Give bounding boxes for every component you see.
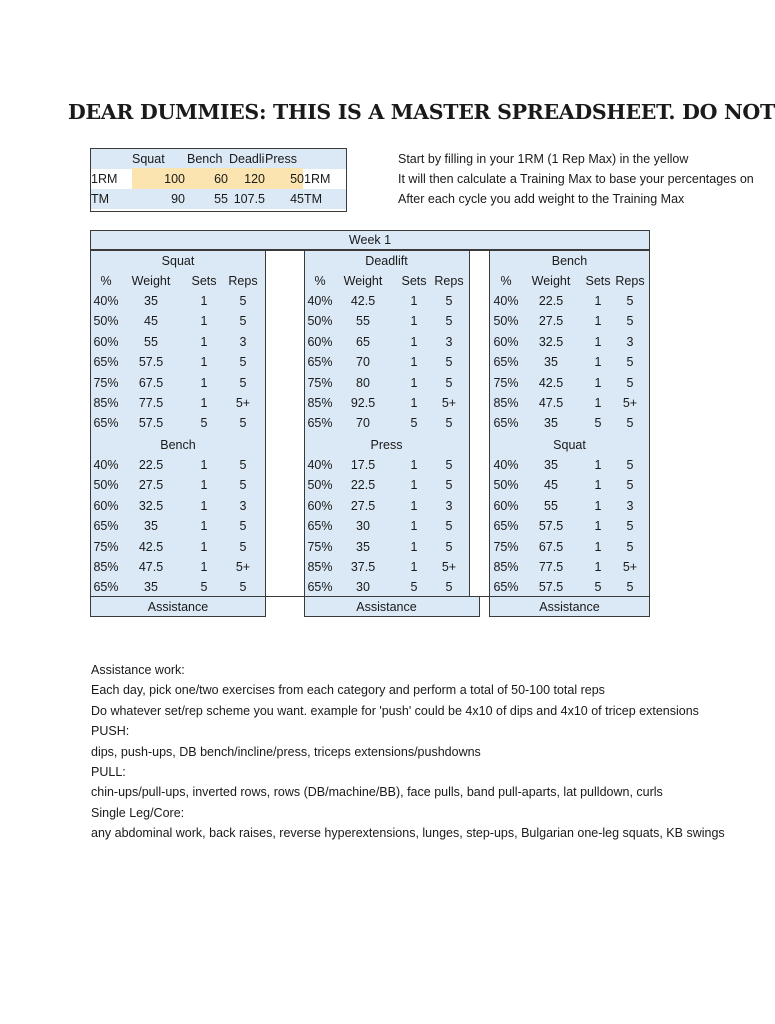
table-cell-sets: 1 <box>594 458 602 472</box>
table-cell-sets: 5 <box>410 416 418 431</box>
notes-line: Do whatever set/rep scheme you want. example for 'push' could be 4x10 of dips and 4x10 of tricep extensions <box>91 703 699 718</box>
table-cell-sets: 1 <box>200 539 208 554</box>
table-cell-pct: 60% <box>493 498 519 513</box>
table-cell-reps: 3 <box>445 334 453 349</box>
notes-line: any abdominal work, back raises, reverse hyperextensions, lunges, step-ups, Bulgarian one-leg squats, KB swings <box>91 826 725 841</box>
rm-row-label: 1RM <box>91 172 118 186</box>
table-cell-sets: 1 <box>200 478 208 493</box>
table-cell-sets: 1 <box>594 519 602 534</box>
table-cell-reps: 5 <box>239 519 247 534</box>
table-cell-weight: 22.5 <box>350 478 376 493</box>
table-cell-sets: 1 <box>410 334 418 349</box>
table-cell-weight: 27.5 <box>138 478 164 493</box>
table-cell-reps: 5 <box>445 539 453 554</box>
column-header-reps: Reps <box>434 274 464 288</box>
table-cell-weight: 70 <box>356 416 370 431</box>
table-cell-pct: 65% <box>307 580 333 595</box>
table-cell-sets: 1 <box>410 314 418 329</box>
table-cell-weight: 35 <box>544 416 558 431</box>
assistance-notes <box>91 660 725 844</box>
notes-category-pull: PULL: <box>91 764 126 779</box>
table-cell-reps: 5 <box>626 539 634 554</box>
table-cell-reps: 5 <box>445 478 453 493</box>
column-header-pct: % <box>314 274 326 288</box>
table-cell-weight: 47.5 <box>538 396 564 410</box>
tm-row-label: TM <box>91 192 110 206</box>
lift-title: Deadlift <box>365 254 408 268</box>
notes-heading: Assistance work: <box>91 663 185 677</box>
table-cell-sets: 1 <box>200 519 208 534</box>
table-cell-weight: 32.5 <box>538 334 564 349</box>
rm-deadlift-value[interactable]: 120 <box>244 172 265 186</box>
table-cell-weight: 55 <box>356 314 370 329</box>
notes-line: Each day, pick one/two exercises from each category and perform a total of 50-100 total reps <box>91 683 605 698</box>
table-cell-pct: 50% <box>307 478 333 493</box>
table-cell-sets: 1 <box>594 375 602 390</box>
table-cell-sets: 5 <box>200 416 208 431</box>
table-cell-pct: 65% <box>307 355 333 370</box>
table-cell-pct: 65% <box>93 580 119 595</box>
column-header-pct: % <box>100 274 112 288</box>
table-cell-pct: 65% <box>307 519 333 534</box>
table-cell-sets: 5 <box>410 580 418 595</box>
rm-press-value[interactable]: 50 <box>290 172 304 186</box>
table-cell-pct: 75% <box>307 539 333 554</box>
column-header-weight: Weight <box>531 274 571 288</box>
table-cell-weight: 32.5 <box>138 498 164 513</box>
table-cell-weight: 30 <box>356 519 370 534</box>
assistance-label: Assistance <box>356 600 417 614</box>
table-cell-pct: 85% <box>307 560 333 574</box>
column-gap <box>469 250 490 597</box>
table-cell-sets: 1 <box>200 314 208 329</box>
table-cell-reps: 5 <box>626 519 634 534</box>
table-cell-reps: 5 <box>626 314 634 329</box>
table-cell-reps: 5+ <box>622 560 638 574</box>
table-cell-pct: 85% <box>493 560 519 574</box>
table-cell-sets: 1 <box>410 458 418 472</box>
table-cell-reps: 5 <box>239 314 247 329</box>
assistance-label: Assistance <box>539 600 600 614</box>
table-cell-pct: 60% <box>93 334 119 349</box>
notes-category-core: Single Leg/Core: <box>91 805 185 820</box>
table-cell-reps: 5 <box>445 294 453 308</box>
table-cell-pct: 50% <box>307 314 333 329</box>
table-cell-sets: 5 <box>594 580 602 595</box>
table-cell-weight: 47.5 <box>138 560 164 574</box>
table-cell-pct: 85% <box>93 560 119 574</box>
table-cell-weight: 17.5 <box>350 458 376 472</box>
table-cell-sets: 1 <box>200 355 208 370</box>
tm-row-right-label: TM <box>304 192 323 206</box>
table-cell-pct: 75% <box>307 375 333 390</box>
column-header-weight: Weight <box>343 274 383 288</box>
table-cell-weight: 92.5 <box>350 396 376 410</box>
table-cell-weight: 80 <box>356 375 370 390</box>
table-cell-pct: 75% <box>493 375 519 390</box>
table-cell-reps: 5 <box>626 416 634 431</box>
table-cell-pct: 65% <box>493 519 519 534</box>
instructions <box>398 149 754 211</box>
table-cell-weight: 55 <box>144 334 158 349</box>
notes-category-push: PUSH: <box>91 724 130 739</box>
rm-header-press: Press <box>265 152 297 166</box>
table-cell-reps: 5 <box>239 478 247 493</box>
column-header-reps: Reps <box>228 274 258 288</box>
week-title: Week 1 <box>348 233 392 247</box>
table-cell-sets: 1 <box>200 375 208 390</box>
table-cell-weight: 57.5 <box>538 519 564 534</box>
table-cell-sets: 1 <box>200 458 208 472</box>
table-cell-reps: 3 <box>239 498 247 513</box>
table-cell-pct: 85% <box>493 396 519 410</box>
table-cell-reps: 5 <box>445 458 453 472</box>
table-cell-reps: 5 <box>626 580 634 595</box>
column-header-sets: Sets <box>191 274 217 288</box>
table-cell-pct: 75% <box>93 539 119 554</box>
table-cell-weight: 35 <box>144 519 158 534</box>
table-cell-reps: 5+ <box>441 396 457 410</box>
table-cell-pct: 60% <box>307 334 333 349</box>
table-cell-weight: 22.5 <box>538 294 564 308</box>
table-cell-reps: 3 <box>239 334 247 349</box>
table-cell-reps: 5 <box>239 458 247 472</box>
rm-header-squat: Squat <box>132 152 165 166</box>
table-cell-reps: 5 <box>445 416 453 431</box>
table-cell-pct: 50% <box>493 478 519 493</box>
table-cell-sets: 1 <box>410 498 418 513</box>
table-cell-reps: 5 <box>626 375 634 390</box>
table-cell-sets: 1 <box>594 355 602 370</box>
table-cell-weight: 57.5 <box>138 355 164 370</box>
table-cell-pct: 40% <box>307 458 333 472</box>
table-cell-sets: 5 <box>594 416 602 431</box>
table-cell-reps: 5 <box>239 375 247 390</box>
table-cell-reps: 5 <box>626 294 634 308</box>
table-cell-reps: 5 <box>445 375 453 390</box>
tm-squat-value: 90 <box>171 192 185 206</box>
table-cell-sets: 1 <box>594 478 602 493</box>
page-title: DEAR DUMMIES: THIS IS A MASTER SPREADSHEET. DO NOT <box>68 100 775 124</box>
table-cell-sets: 1 <box>410 519 418 534</box>
table-cell-reps: 5+ <box>235 560 251 574</box>
table-cell-weight: 27.5 <box>350 498 376 513</box>
table-cell-pct: 60% <box>93 498 119 513</box>
instruction-line: After each cycle you add weight to the Training Max <box>398 192 685 206</box>
table-cell-reps: 5 <box>239 416 247 431</box>
table-cell-reps: 5 <box>445 355 453 370</box>
table-cell-weight: 35 <box>544 355 558 370</box>
table-cell-weight: 65 <box>356 334 370 349</box>
table-cell-sets: 1 <box>594 334 602 349</box>
table-cell-pct: 65% <box>307 416 333 431</box>
table-cell-pct: 65% <box>93 416 119 431</box>
table-cell-pct: 60% <box>307 498 333 513</box>
rm-header-deadlift: Deadli <box>229 152 265 166</box>
lift-title: Bench <box>551 254 588 268</box>
table-cell-pct: 85% <box>93 396 119 410</box>
lift-title: Squat <box>161 254 195 268</box>
table-cell-reps: 3 <box>445 498 453 513</box>
table-cell-weight: 70 <box>356 355 370 370</box>
table-cell-reps: 5 <box>239 580 247 595</box>
table-cell-weight: 57.5 <box>538 580 564 595</box>
notes-line: chin-ups/pull-ups, inverted rows, rows (DB/machine/BB), face pulls, band pull-aparts, lat pulldown, curls <box>91 785 663 800</box>
table-cell-weight: 67.5 <box>138 375 164 390</box>
table-cell-sets: 1 <box>410 355 418 370</box>
column-header-pct: % <box>500 274 512 288</box>
table-cell-sets: 1 <box>410 478 418 493</box>
table-cell-reps: 5 <box>239 294 247 308</box>
table-cell-sets: 1 <box>410 560 418 574</box>
table-cell-weight: 67.5 <box>538 539 564 554</box>
table-cell-weight: 35 <box>144 294 158 308</box>
instruction-line: It will then calculate a Training Max to base your percentages on <box>398 172 754 186</box>
table-cell-pct: 65% <box>493 355 519 370</box>
table-cell-weight: 55 <box>544 498 558 513</box>
table-cell-reps: 5 <box>626 458 634 472</box>
table-cell-reps: 5+ <box>441 560 457 574</box>
column-header-sets: Sets <box>585 274 611 288</box>
table-cell-sets: 1 <box>594 560 602 574</box>
table-cell-pct: 40% <box>493 294 519 308</box>
rm-bench-value[interactable]: 60 <box>214 172 228 186</box>
table-cell-pct: 50% <box>93 478 119 493</box>
table-cell-sets: 1 <box>200 498 208 513</box>
table-cell-pct: 40% <box>93 458 119 472</box>
table-cell-sets: 1 <box>200 396 208 410</box>
rm-row-right-label: 1RM <box>304 172 331 186</box>
table-cell-weight: 22.5 <box>138 458 164 472</box>
table-cell-weight: 30 <box>356 580 370 595</box>
table-cell-sets: 1 <box>594 396 602 410</box>
column-header-weight: Weight <box>131 274 171 288</box>
tm-press-value: 45 <box>290 192 304 206</box>
table-cell-pct: 75% <box>93 375 119 390</box>
table-cell-weight: 35 <box>144 580 158 595</box>
table-cell-reps: 5 <box>239 539 247 554</box>
table-cell-reps: 3 <box>626 498 634 513</box>
table-cell-sets: 1 <box>410 396 418 410</box>
table-cell-sets: 1 <box>410 375 418 390</box>
table-cell-reps: 5 <box>626 355 634 370</box>
table-cell-sets: 1 <box>594 314 602 329</box>
table-cell-sets: 1 <box>594 539 602 554</box>
notes-line: dips, push-ups, DB bench/incline/press, triceps extensions/pushdowns <box>91 744 481 759</box>
table-cell-weight: 77.5 <box>138 396 164 410</box>
column-header-reps: Reps <box>615 274 645 288</box>
table-cell-pct: 65% <box>493 416 519 431</box>
table-cell-pct: 75% <box>493 539 519 554</box>
table-cell-weight: 42.5 <box>138 539 164 554</box>
table-cell-sets: 1 <box>594 294 602 308</box>
table-cell-pct: 65% <box>93 519 119 534</box>
table-cell-weight: 45 <box>144 314 158 329</box>
table-cell-reps: 5+ <box>622 396 638 410</box>
table-cell-sets: 1 <box>410 539 418 554</box>
table-cell-pct: 40% <box>307 294 333 308</box>
tm-bench-value: 55 <box>214 192 228 206</box>
lift-title: Bench <box>160 438 196 452</box>
table-cell-weight: 35 <box>544 458 558 472</box>
table-cell-weight: 42.5 <box>538 375 564 390</box>
table-cell-pct: 50% <box>493 314 519 329</box>
table-cell-weight: 37.5 <box>350 560 376 574</box>
lift-title: Press <box>370 438 403 452</box>
table-cell-sets: 5 <box>200 580 208 595</box>
column-gap <box>265 250 305 597</box>
table-cell-weight: 57.5 <box>138 416 164 431</box>
table-cell-sets: 1 <box>200 334 208 349</box>
tm-deadlift-value: 107.5 <box>233 192 265 206</box>
table-cell-weight: 35 <box>356 539 370 554</box>
table-cell-pct: 85% <box>307 396 333 410</box>
table-cell-reps: 5 <box>445 314 453 329</box>
table-cell-pct: 40% <box>93 294 119 308</box>
table-cell-sets: 1 <box>594 498 602 513</box>
table-cell-weight: 42.5 <box>350 294 376 308</box>
table-cell-pct: 40% <box>493 458 519 472</box>
table-cell-sets: 1 <box>200 560 208 574</box>
instruction-line: Start by filling in your 1RM (1 Rep Max) in the yellow <box>398 152 689 166</box>
table-cell-pct: 60% <box>493 334 519 349</box>
table-cell-pct: 65% <box>493 580 519 595</box>
lift-title: Squat <box>553 438 586 452</box>
table-cell-weight: 45 <box>544 478 558 493</box>
table-cell-reps: 5 <box>445 580 453 595</box>
table-cell-pct: 50% <box>93 314 119 329</box>
table-cell-reps: 3 <box>626 334 634 349</box>
table-cell-pct: 65% <box>93 355 119 370</box>
table-cell-reps: 5 <box>626 478 634 493</box>
table-cell-reps: 5 <box>445 519 453 534</box>
assistance-label: Assistance <box>147 600 209 614</box>
table-cell-weight: 77.5 <box>538 560 564 574</box>
column-header-sets: Sets <box>401 274 427 288</box>
table-cell-reps: 5+ <box>235 396 251 410</box>
table-cell-reps: 5 <box>239 355 247 370</box>
table-cell-sets: 1 <box>200 294 208 308</box>
rm-squat-value[interactable]: 100 <box>164 172 185 186</box>
rm-header-bench: Bench <box>187 152 223 166</box>
table-cell-sets: 1 <box>410 294 418 308</box>
table-cell-weight: 27.5 <box>538 314 564 329</box>
